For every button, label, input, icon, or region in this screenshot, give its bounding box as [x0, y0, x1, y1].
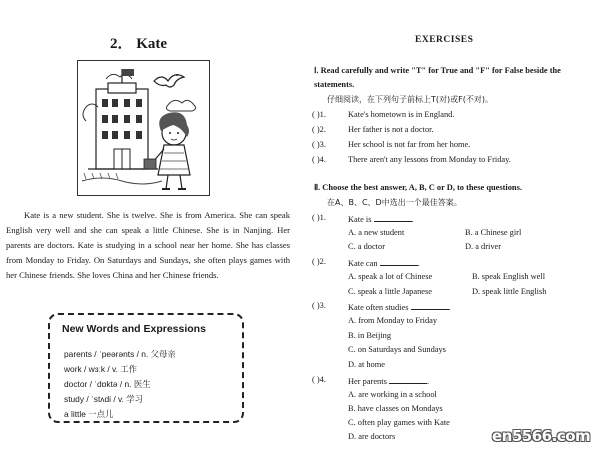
question-stem: Kate can [348, 259, 378, 268]
tf-statement: Her school is not far from her home. [348, 140, 471, 149]
section2-heading: Ⅱ. Choose the best answer, A, B, C or D, to these questions. [314, 183, 522, 192]
site-watermark: en5566.com [492, 427, 591, 445]
lesson-title: 2． Kate [110, 36, 168, 52]
lesson-illustration [77, 60, 210, 196]
option: C. speak a little Japanese [348, 287, 432, 296]
option: B. a Chinese girl [465, 228, 522, 237]
answer-bracket: ( )1. [312, 110, 326, 119]
new-words-box [48, 313, 244, 423]
tf-statement: Kate's hometown is in England. [348, 110, 455, 119]
option: A. from Monday to Friday [348, 316, 438, 325]
section1-instruction-cn: 仔细阅读，在下列句子前标上T(对)或F(不对)。 [327, 95, 493, 104]
tf-statement: Her father is not a doctor. [348, 125, 434, 134]
school-and-girl-drawing [78, 61, 209, 195]
question-stem: Her parents [348, 377, 387, 386]
exercises-page: EXERCISES Ⅰ. Read carefully and write "T" for True and "F" for False beside the statements. 仔细阅读，在下列句子前标上T(对)或F(不对)。 ( )1. Kate's hometown is in England. ( )2. Her father is not a doctor. ( )3. Her school is not far from her home. ( )4. There aren't any lessons from Monday to Friday. Ⅱ. Choose the best answer, A, B, C or D, to these questions. 在A、B、C、D中选出一个最佳答案。 ( )1. Kate is . A. a new student B. a Chinese girl C. a doctor D. a driver ( )2. Kate can . A. speak a lot of Chinese B. speak English well C. speak a little Japanese D. speak little English ( )3. Kate often studies . A. from Monday to Friday B. in Beijing C. on Saturdays and Sundays D. at home ( )4. Her parents . A. are working in a school B. have classes on Mondays C. often play games with Kate D. are doctors [300, 0, 598, 450]
word-entry: a little 一点儿 [64, 409, 114, 419]
option: A. are working in a school [348, 390, 437, 399]
word-entry: doctor / ˈdɒktə / n. 医生 [64, 379, 151, 389]
story-paragraph: Kate is a new student. She is twelve. She is from America. She can speak English very well and she can speak a little Chinese. She is in Nanjing. Her parents are doctors. Kate is studying in a school near her home. She has classes from Monday to Friday. On Saturdays and Sundays, she often plays games with her Chinese friends. She loves China and her Chinese friends. [6, 210, 290, 280]
word-list [64, 347, 239, 422]
option: C. on Saturdays and Sundays [348, 345, 446, 354]
answer-bracket: ( )4. [312, 375, 326, 384]
question-stem: Kate often studies [348, 303, 409, 312]
word-entry: study / ˈstʌdi / v. 学习 [64, 394, 143, 404]
answer-bracket: ( )3. [312, 301, 326, 310]
answer-blank [380, 257, 418, 266]
answer-blank [374, 213, 412, 222]
option: C. often play games with Kate [348, 418, 450, 427]
tf-statement: There aren't any lessons from Monday to Friday. [348, 155, 511, 164]
option: D. at home [348, 360, 385, 369]
option: D. a driver [465, 242, 502, 251]
option: D. speak little English [472, 287, 547, 296]
word-entry: parents / ˈpeərənts / n. 父母亲 [64, 349, 176, 359]
question-stem: Kate is [348, 215, 372, 224]
answer-blank [389, 375, 427, 384]
option: A. speak a lot of Chinese [348, 272, 433, 281]
option: B. in Beijing [348, 331, 392, 340]
exercises-title: EXERCISES [415, 35, 474, 45]
answer-bracket: ( )4. [312, 155, 326, 164]
option: A. a new student [348, 228, 405, 237]
word-entry: work / wɜːk / v. 工作 [64, 364, 138, 374]
answer-bracket: ( )2. [312, 257, 326, 266]
section1-heading: Ⅰ. Read carefully and write "T" for True and "F" for False beside the statements. [314, 66, 561, 89]
answer-bracket: ( )1. [312, 213, 326, 222]
answer-bracket: ( )3. [312, 140, 326, 149]
answer-bracket: ( )2. [312, 125, 326, 134]
section2-instruction-cn: 在A、B、C、D中选出一个最佳答案。 [327, 198, 462, 207]
answer-blank [411, 301, 449, 310]
option: B. have classes on Mondays [348, 404, 443, 413]
option: D. are doctors [348, 432, 396, 441]
new-words-title: New Words and Expressions [62, 323, 206, 335]
option: C. a doctor [348, 242, 385, 251]
option: B. speak English well [472, 272, 546, 281]
